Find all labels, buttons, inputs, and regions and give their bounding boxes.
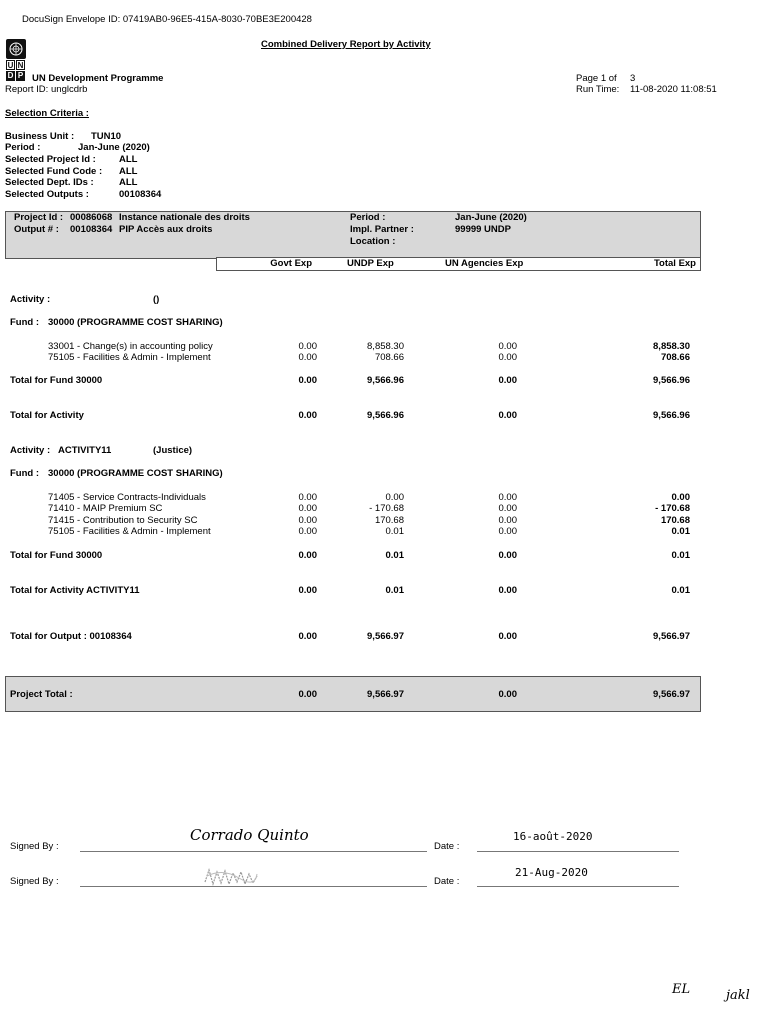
agencies-exp-value: 0.00 [498, 503, 517, 514]
signature-line [80, 851, 427, 852]
impl-partner-value: 99999 UNDP [455, 224, 511, 235]
govt-exp-value: 0.00 [298, 492, 317, 503]
criteria-label: Period : [5, 142, 41, 153]
run-time: 11-08-2020 11:08:51 [630, 84, 717, 95]
fund-label: Fund : [10, 468, 40, 479]
signature-text: Corrado Quinto [190, 826, 309, 844]
total-exp-value: 170.68 [660, 515, 690, 526]
govt-exp-value: 0.00 [298, 341, 317, 352]
line-description: 75105 - Facilities & Admin - Implement [48, 352, 211, 363]
activity-label: Activity : [10, 294, 51, 305]
activity-label: Activity : [10, 445, 51, 456]
undp-exp-value: 0.01 [385, 550, 404, 561]
logo-letter-p: P [17, 71, 24, 80]
line-description: 71410 - MAIP Premium SC [48, 503, 163, 514]
date-label: Date : [434, 876, 460, 887]
agencies-exp-value: 0.00 [498, 526, 517, 537]
logo-letter-u: U [7, 61, 14, 70]
agencies-exp-value: 0.00 [498, 375, 517, 386]
total-exp-value: 9,566.96 [653, 410, 690, 421]
govt-exp-value: 0.00 [298, 503, 317, 514]
criteria-label: Selected Fund Code : [5, 166, 103, 177]
agencies-exp-value: 0.00 [498, 352, 517, 363]
activity-code: ACTIVITY11 [58, 445, 112, 456]
date-label: Date : [434, 841, 460, 852]
column-govt-exp: Govt Exp [270, 258, 312, 269]
criteria-label: Selected Outputs : [5, 189, 89, 200]
activity-value: (Justice) [153, 445, 193, 456]
govt-exp-value: 0.00 [298, 352, 317, 363]
agencies-exp-value: 0.00 [498, 341, 517, 352]
agencies-exp-value: 0.00 [498, 689, 517, 700]
total-exp-value: 0.00 [671, 492, 690, 503]
criteria-label: Business Unit : [5, 131, 75, 142]
total-exp-value: - 170.68 [655, 503, 690, 514]
logo-letter-d: D [7, 71, 14, 80]
line-description: 71415 - Contribution to Security SC [48, 515, 198, 526]
period-value: Jan-June (2020) [455, 212, 527, 223]
initials-1: EL [672, 982, 691, 997]
total-exp-value: 708.66 [660, 352, 690, 363]
project-total-label: Project Total : [10, 689, 73, 700]
criteria-value: TUN10 [91, 131, 122, 142]
criteria-value: 00108364 [119, 189, 162, 200]
fund-value: 30000 (PROGRAMME COST SHARING) [48, 468, 223, 479]
signature-scribble [203, 866, 259, 891]
agencies-exp-value: 0.00 [498, 631, 517, 642]
fund-value: 30000 (PROGRAMME COST SHARING) [48, 317, 223, 328]
criteria-label: Selected Dept. IDs : [5, 177, 94, 188]
column-total-exp: Total Exp [653, 258, 696, 269]
criteria-value: ALL [119, 154, 138, 165]
undp-exp-value: 9,566.96 [367, 410, 404, 421]
criteria-value: ALL [119, 177, 138, 188]
criteria-label: Selected Project Id : [5, 154, 96, 165]
agencies-exp-value: 0.00 [498, 410, 517, 421]
undp-exp-value: - 170.68 [369, 503, 404, 514]
run-time-label: Run Time: [576, 84, 620, 95]
undp-exp-value: 170.68 [374, 515, 404, 526]
activity-value: () [153, 294, 160, 305]
total-exp-value: 8,858.30 [653, 341, 690, 352]
output-id: 00108364 [70, 224, 113, 235]
total-exp-value: 9,566.96 [653, 375, 690, 386]
total-exp-value: 0.01 [671, 550, 690, 561]
signed-by-label: Signed By : [10, 876, 59, 887]
column-undp-exp: UNDP Exp [347, 258, 394, 269]
govt-exp-value: 0.00 [298, 550, 317, 561]
signed-by-label: Signed By : [10, 841, 59, 852]
fund-label: Fund : [10, 317, 40, 328]
undp-logo [5, 39, 27, 83]
govt-exp-value: 0.00 [298, 526, 317, 537]
govt-exp-value: 0.00 [298, 689, 317, 700]
output-name: PIP Accès aux droits [119, 224, 213, 235]
selection-criteria-title: Selection Criteria : [5, 108, 89, 119]
undp-exp-value: 0.01 [385, 585, 404, 596]
report-id: unglcdrb [51, 84, 88, 95]
report-title: Combined Delivery Report by Activity [261, 39, 431, 50]
undp-exp-value: 8,858.30 [367, 341, 404, 352]
project-id: 00086068 [70, 212, 113, 223]
fund-total-label: Total for Fund 30000 [10, 550, 103, 561]
activity-total-label: Total for Activity [10, 410, 84, 421]
agencies-exp-value: 0.00 [498, 515, 517, 526]
govt-exp-value: 0.00 [298, 410, 317, 421]
undp-exp-value: 9,566.97 [367, 689, 404, 700]
column-un-agencies-exp: UN Agencies Exp [445, 258, 524, 269]
date-line [477, 886, 679, 887]
total-exp-value: 0.01 [671, 585, 690, 596]
envelope-id: DocuSign Envelope ID: 07419AB0-96E5-415A-8030-70BE3E200428 [22, 14, 312, 25]
agencies-exp-value: 0.00 [498, 550, 517, 561]
total-exp-value: 9,566.97 [653, 631, 690, 642]
report-id-label: Report ID: [5, 84, 49, 95]
impl-partner-label: Impl. Partner : [350, 224, 414, 235]
period-label: Period : [350, 212, 386, 223]
govt-exp-value: 0.00 [298, 375, 317, 386]
project-name: Instance nationale des droits [119, 212, 250, 223]
org-name: UN Development Programme [32, 73, 164, 84]
line-description: 33001 - Change(s) in accounting policy [48, 341, 213, 352]
fund-total-label: Total for Fund 30000 [10, 375, 103, 386]
date-value: 21-Aug-2020 [515, 866, 588, 879]
activity-total-label: Total for Activity ACTIVITY11 [10, 585, 140, 596]
govt-exp-value: 0.00 [298, 585, 317, 596]
agencies-exp-value: 0.00 [498, 492, 517, 503]
output-label: Output # : [14, 224, 59, 235]
date-line [477, 851, 679, 852]
total-exp-value: 9,566.97 [653, 689, 690, 700]
govt-exp-value: 0.00 [298, 515, 317, 526]
criteria-value: ALL [119, 166, 138, 177]
criteria-value: Jan-June (2020) [78, 142, 150, 153]
undp-exp-value: 9,566.96 [367, 375, 404, 386]
undp-exp-value: 0.00 [385, 492, 404, 503]
project-id-label: Project Id : [14, 212, 64, 223]
undp-exp-value: 0.01 [385, 526, 404, 537]
undp-exp-value: 708.66 [374, 352, 404, 363]
date-value: 16-août-2020 [513, 830, 593, 843]
initials-2: jakl [726, 988, 750, 1003]
un-emblem-icon [6, 39, 26, 59]
page-label: Page 1 of [576, 73, 617, 84]
line-description: 75105 - Facilities & Admin - Implement [48, 526, 211, 537]
line-description: 71405 - Service Contracts-Individuals [48, 492, 206, 503]
logo-letter-n: N [17, 61, 24, 70]
agencies-exp-value: 0.00 [498, 585, 517, 596]
page-total: 3 [630, 73, 636, 84]
total-exp-value: 0.01 [671, 526, 690, 537]
govt-exp-value: 0.00 [298, 631, 317, 642]
location-label: Location : [350, 236, 396, 247]
undp-exp-value: 9,566.97 [367, 631, 404, 642]
output-total-label: Total for Output : 00108364 [10, 631, 132, 642]
